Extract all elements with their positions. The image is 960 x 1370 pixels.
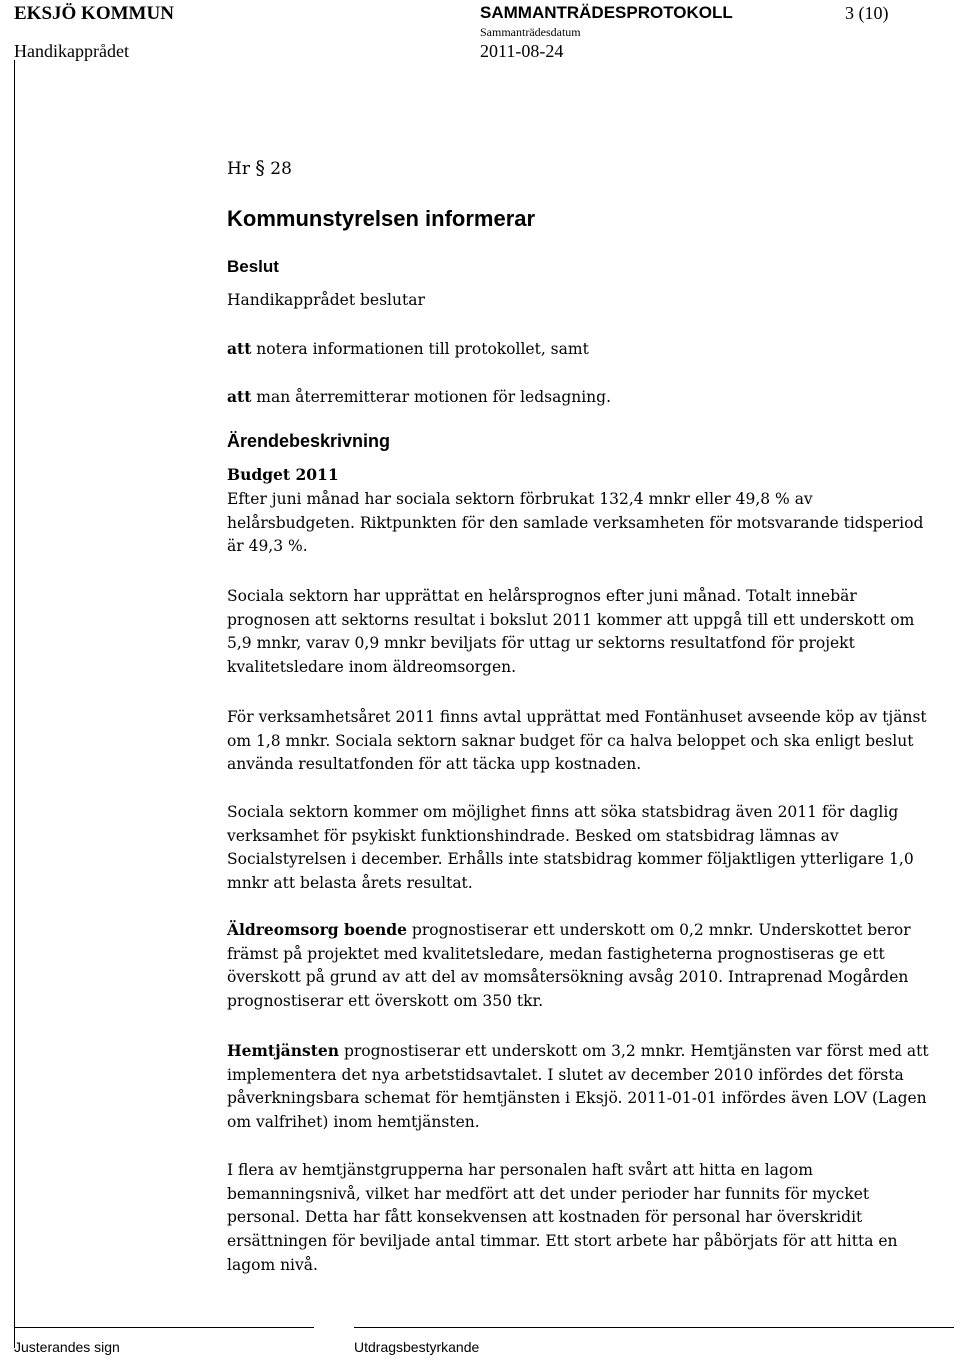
extract-label: Utdragsbestyrkande xyxy=(354,1339,480,1355)
date-label: Sammanträdesdatum xyxy=(480,25,581,39)
paragraph-sign: § xyxy=(255,157,265,179)
org-name: EKSJÖ KOMMUN xyxy=(14,3,174,24)
aldreomsorg-lead: Äldreomsorg boende xyxy=(227,920,407,939)
paragraph-fontanhuset: För verksamhetsåret 2011 finns avtal upprättat med Fontänhuset avseende köp av tjänst om 1,8 mnkr. Sociala sektorn saknar budget för ca halva beloppet och ska enligt beslut använda resultatfonden för att täcka upp kostnaden. xyxy=(227,708,927,774)
footer-rule-right xyxy=(354,1327,954,1328)
att-keyword: att xyxy=(227,387,252,406)
paragraph-bemanning: I flera av hemtjänstgrupperna har personalen haft svårt att hitta en lagom bemanningsnivå, vilket har medfört att det under perioder har funnits för mycket personal. Detta har fått konsekvensen att kostnaden för personal har överskridit ersättningen för beviljade antal timmar. Ett stort arbete har påbörjats för att hitta en lagom nivå. xyxy=(227,1161,898,1274)
decision-point-text: notera informationen till protokollet, samt xyxy=(251,340,589,358)
decision-point-2 xyxy=(227,385,943,410)
document-type: SAMMANTRÄDESPROTOKOLL xyxy=(480,3,733,22)
footer-rule-left xyxy=(14,1327,314,1328)
paragraph-aldreomsorg xyxy=(227,918,943,1014)
paragraph-budget: Efter juni månad har sociala sektorn förbrukat 132,4 mnkr eller 49,8 % av helårsbudgeten. Riktpunkten för den samlade verksamheten för motsvarande tidsperiod är 49,3 %. xyxy=(227,490,924,556)
committee-name: Handikapprådet xyxy=(14,41,129,61)
meeting-date: 2011-08-24 xyxy=(480,41,564,61)
paragraph-prognosis: Sociala sektorn har upprättat en helårsprognos efter juni månad. Totalt innebär prognosen att sektorns resultat i bokslut 2011 kommer att uppgå till ett underskott om 5,9 mnkr, varav 0,9 mnkr beviljats för uttag ur sektorns resultatfond för projekt kvalitetsledare inom äldreomsorgen. xyxy=(227,587,915,677)
item-number xyxy=(227,157,292,179)
item-number-value: 28 xyxy=(270,159,292,179)
decision-intro: Handikapprådet beslutar xyxy=(227,291,425,309)
decision-point-1 xyxy=(227,337,943,362)
left-margin-line xyxy=(14,60,15,1348)
decision-point-text: man återremitterar motionen för ledsagning. xyxy=(251,388,612,406)
item-prefix: Hr xyxy=(227,159,250,179)
page-title: Kommunstyrelsen informerar xyxy=(227,206,536,231)
signature-label: Justerandes sign xyxy=(14,1339,120,1355)
hemtjansten-text: prognostiserar ett underskott om 3,2 mnkr. Hemtjänsten var först med att implementera det nya arbetstidsavtalet. I slutet av december 2010 infördes det första påverkningsbara schemat för hemtjänsten i Eksjö. 2011-01-01 infördes även LOV (Lagen om valfrihet) inom hemtjänsten. xyxy=(227,1042,929,1132)
decision-heading: Beslut xyxy=(227,257,279,276)
paragraph-statsbidrag: Sociala sektorn kommer om möjlighet finns att söka statsbidrag även 2011 för daglig verksamhet för psykiskt funktionshindrade. Besked om statsbidrag lämnas av Socialstyrelsen i december. Erhålls inte statsbidrag kommer följaktligen ytterligare 1,0 mnkr att belasta årets resultat. xyxy=(227,803,914,893)
hemtjansten-lead: Hemtjänsten xyxy=(227,1041,340,1060)
page-number: 3 (10) xyxy=(845,3,889,23)
budget-heading: Budget 2011 xyxy=(227,465,339,484)
description-heading: Ärendebeskrivning xyxy=(227,431,391,451)
aldreomsorg-text: prognostiserar ett underskott om 0,2 mnkr. Underskottet beror främst på projektet med kvalitetsledare, medan fastigheterna prognostiseras ge ett överskott på grund av att del av momsåtersökning avsåg 2010. Intraprenad Mogården prognostiserar ett överskott om 350 tkr. xyxy=(227,921,911,1011)
att-keyword: att xyxy=(227,339,252,358)
paragraph-hemtjansten xyxy=(227,1039,943,1135)
